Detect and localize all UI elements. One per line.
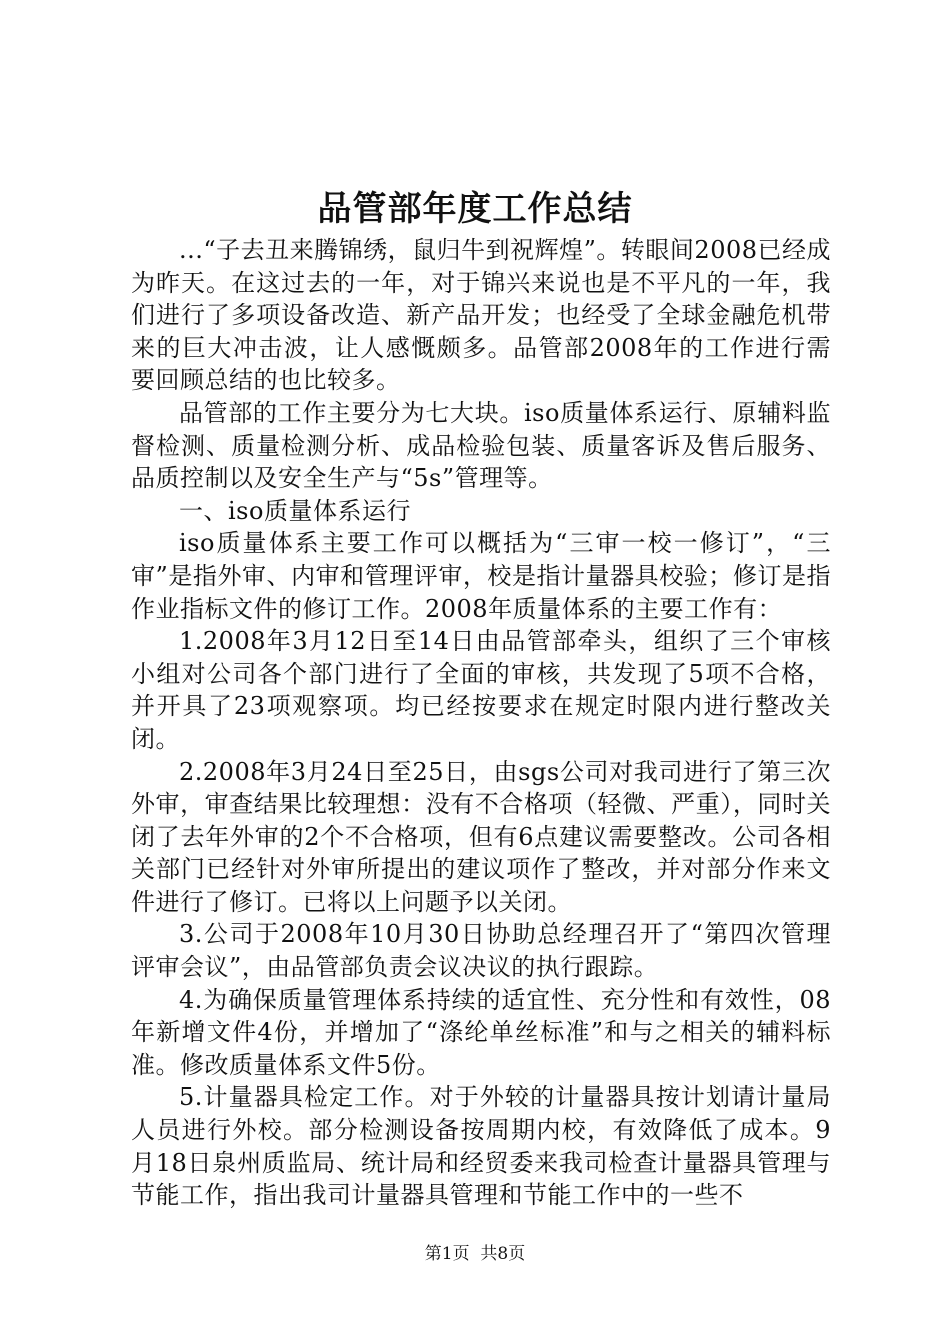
list-item-5: 5.计量器具检定工作。对于外较的计量器具按计划请计量局人员进行外校。部分检测设备按周期内校，有效降低了成本。9月18日泉州质监局、统计局和经贸委来我司检查计量器具管理与节能工作，指出我司计量器具管理和节能工作中的一些不 [131,1083,831,1210]
list-item-4: 4.为确保质量管理体系持续的适宜性、充分性和有效性，08年新增文件4份，并增加了“涤纶单丝标准”和与之相关的辅料标准。修改质量体系文件5份。 [131,985,831,1079]
page-footer [0,1243,950,1265]
document-title: 品管部年度工作总结 [317,189,633,229]
list-item-2: 2.2008年3月24日至25日，由sgs公司对我司进行了第三次外审，审查结果比较理想：没有不合格项（轻微、严重），同时关闭了去年外审的2个不合格项，但有6点建议需要整改。公司各相关部门已经针对外审所提出的建议项作了整改，并对部分作来文件进行了修订。已将以上问题予以关闭。 [131,757,831,916]
section-heading-iso: 一、iso质量体系运行 [179,496,411,525]
paragraph-iso-summary: iso质量体系主要工作可以概括为“三审一校一修订”，“三审”是指外审、内审和管理评审，校是指计量器具校验；修订是指作业指标文件的修订工作。2008年质量体系的主要工作有： [131,529,831,623]
list-item-3: 3.公司于2008年10月30日协助总经理召开了“第四次管理评审会议”，由品管部负责会议决议的执行跟踪。 [131,920,831,982]
paragraph-intro: ...“子去丑来腾锦绣，鼠归牛到祝辉煌”。转眼间2008已经成为昨天。在这过去的一年，对于锦兴来说也是不平凡的一年，我们进行了多项设备改造、新产品开发；也经受了全球金融危机带来的巨大冲击波，让人感慨颇多。品管部2008年的工作进行需要回顾总结的也比较多。 [131,236,832,395]
page-number-label: 第1页 共8页 [424,1244,526,1264]
list-item-1: 1.2008年3月12日至14日由品管部牵头，组织了三个审核小组对公司各个部门进行了全面的审核，共发现了5项不合格，并开具了23项观察项。均已经按要求在规定时限内进行整改关闭。 [131,627,831,753]
document-body [131,234,831,1212]
paragraph-overview: 品管部的工作主要分为七大块。iso质量体系运行、原辅料监督检测、质量检测分析、成品检验包装、质量客诉及售后服务、品质控制以及安全生产与“5s”管理等。 [131,398,831,493]
